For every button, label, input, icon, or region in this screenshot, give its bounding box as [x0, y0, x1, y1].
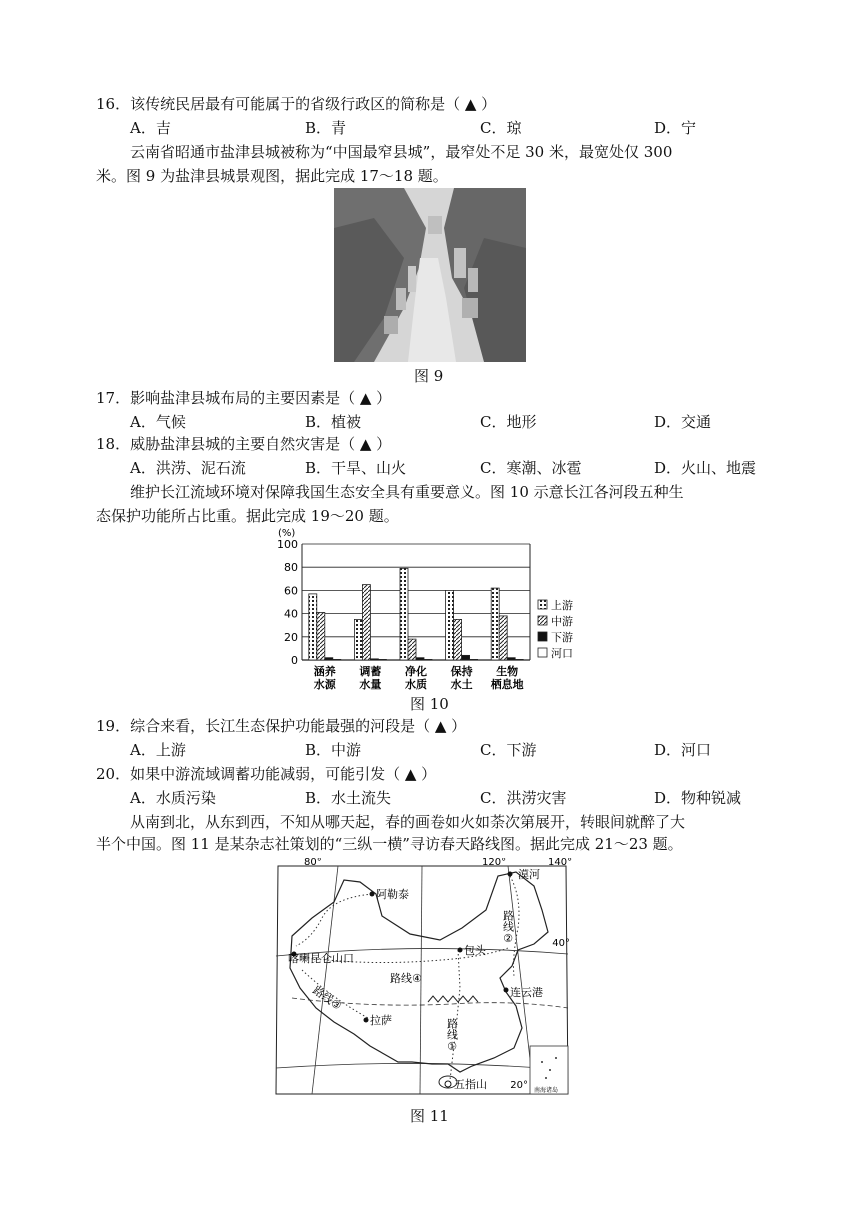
place-karakoram-pass: 喀喇昆仑山口 [288, 952, 354, 965]
passage-17-18-line1: 云南省昭通市盐津县城被称为“中国最窄县城”，最窄处不足 30 米，最宽处仅 300 [130, 143, 673, 161]
place-wuzhishan: 五指山 [454, 1078, 487, 1091]
bar-3-1 [454, 619, 462, 660]
q20-option-c: C．洪涝灾害 [480, 789, 567, 807]
bar-1-1 [362, 585, 370, 660]
q18-option-b: B．干旱、山火 [305, 459, 407, 477]
q18-stem: 18．威胁盐津县城的主要自然灾害是（ ▲ ） [96, 435, 392, 453]
figure-11-caption: 图 11 [410, 1107, 449, 1125]
yanjin-photo-illustration [334, 188, 526, 362]
figure-10-chart [272, 524, 592, 696]
bar-0-3 [333, 659, 341, 660]
y-tick-label: 20 [284, 630, 298, 644]
x-category-label: 水量 [359, 678, 382, 691]
q20-stem: 20．如果中游流域调蓄功能减弱，可能引发（ ▲ ） [96, 765, 437, 783]
legend-swatch-0 [538, 600, 547, 609]
q20-option-a: A．水质污染 [130, 789, 216, 807]
q20-option-d: D．物种锐减 [654, 789, 742, 807]
q16-option-c: C．琼 [480, 119, 522, 137]
lat-label-40: 40° [552, 938, 570, 949]
place-altay: 阿勒泰 [376, 888, 409, 901]
passage-17-18-line2: 米。图 9 为盐津县城景观图，据此完成 17～18 题。 [96, 167, 448, 185]
figure-10-caption: 图 10 [410, 695, 449, 713]
bar-chart-svg [272, 524, 592, 696]
x-category-label: 水质 [405, 678, 427, 691]
bar-1-0 [354, 619, 362, 660]
y-tick-label: 80 [284, 561, 298, 575]
q20-option-b: B．水土流失 [305, 789, 392, 807]
bar-4-0 [491, 588, 499, 660]
y-tick-label: 0 [291, 654, 298, 667]
x-category-label: 水源 [313, 678, 336, 691]
route-4-label: 路线④ [390, 972, 422, 985]
q16-option-a: A．吉 [130, 119, 171, 137]
legend-swatch-3 [538, 648, 547, 657]
inset-label: 南海诸岛 [534, 1087, 559, 1094]
x-category-label: 生物 [496, 665, 519, 678]
place-lianyungang: 连云港 [510, 986, 543, 999]
q19-option-c: C．下游 [480, 741, 537, 759]
q19-option-d: D．河口 [654, 741, 712, 759]
legend-label-3: 河口 [551, 647, 573, 660]
y-tick-label: 60 [284, 584, 298, 598]
q19-option-a: A．上游 [130, 741, 186, 759]
bar-2-3 [424, 659, 432, 660]
q16-stem: 16．该传统民居最有可能属于的省级行政区的简称是（ ▲ ） [96, 95, 497, 113]
bar-1-3 [378, 659, 386, 660]
q17-option-b: B．植被 [305, 413, 362, 431]
lat-label-20: 20° [510, 1080, 528, 1091]
q18-option-c: C．寒潮、冰雹 [480, 459, 582, 477]
x-category-label: 保持 [450, 665, 473, 678]
bar-0-0 [309, 594, 317, 660]
passage-21-23-line2: 半个中国。图 11 是某杂志社策划的“三纵一横”寻访春天路线图。据此完成 21～23 题。 [96, 835, 683, 853]
x-category-label: 水土 [450, 678, 473, 691]
legend-swatch-2 [538, 632, 547, 641]
bar-0-1 [317, 612, 325, 660]
x-category-label: 涵养 [313, 665, 336, 678]
route-map-svg [272, 858, 572, 1102]
x-category-label: 净化 [405, 665, 427, 678]
y-tick-label: 100 [277, 538, 298, 551]
bar-2-0 [400, 568, 408, 660]
q17-option-c: C．地形 [480, 413, 537, 431]
x-category-label: 栖息地 [490, 678, 524, 691]
legend-swatch-1 [538, 616, 547, 625]
place-mohe: 漠河 [518, 868, 540, 881]
route-1-label: 路线① [445, 1018, 459, 1053]
y-tick-label: 40 [284, 607, 298, 621]
q16-option-b: B．青 [305, 119, 347, 137]
y-unit-label: (%) [278, 528, 296, 539]
route-3-label: 路线③ [310, 983, 344, 1013]
bar-3-3 [470, 659, 478, 660]
bar-1-2 [370, 659, 378, 660]
legend-label-0: 上游 [551, 599, 573, 612]
q17-option-a: A．气候 [130, 413, 186, 431]
route-2-label: 路线② [501, 910, 515, 945]
yanjin-county-photo [334, 188, 526, 362]
figure-9-caption: 图 9 [414, 367, 444, 385]
passage-19-20-line2: 态保护功能所占比重。据此完成 19～20 题。 [96, 507, 399, 525]
bar-3-0 [446, 590, 454, 660]
legend-label-2: 下游 [551, 631, 573, 644]
q19-option-b: B．中游 [305, 741, 362, 759]
legend-label-1: 中游 [551, 615, 573, 628]
q18-option-d: D．火山、地震 [654, 459, 757, 477]
lon-label-80: 80° [304, 858, 322, 868]
q16-option-d: D．宁 [654, 119, 697, 137]
q17-option-d: D．交通 [654, 413, 712, 431]
place-lhasa: 拉萨 [370, 1014, 392, 1027]
figure-11-map [272, 858, 572, 1102]
x-category-label: 调蓄 [359, 665, 382, 678]
bar-0-2 [325, 658, 333, 660]
passage-21-23-line1: 从南到北，从东到西，不知从哪天起，春的画卷如火如荼次第展开，转眼间就醉了大 [130, 813, 686, 831]
q18-option-a: A．洪涝、泥石流 [130, 459, 246, 477]
bar-4-2 [507, 658, 515, 660]
bar-2-2 [416, 658, 424, 660]
passage-19-20-line1: 维护长江流域环境对保障我国生态安全具有重要意义。图 10 示意长江各河段五种生 [130, 483, 684, 501]
lon-label-120: 120° [482, 858, 507, 868]
lon-label-140: 140° [548, 858, 572, 868]
place-baotou: 包头 [464, 944, 486, 957]
q19-stem: 19．综合来看，长江生态保护功能最强的河段是（ ▲ ） [96, 717, 467, 735]
q17-stem: 17．影响盐津县城布局的主要因素是（ ▲ ） [96, 389, 392, 407]
bar-4-1 [499, 616, 507, 660]
bar-4-3 [515, 659, 523, 660]
bar-2-1 [408, 639, 416, 660]
bar-3-2 [462, 655, 470, 660]
